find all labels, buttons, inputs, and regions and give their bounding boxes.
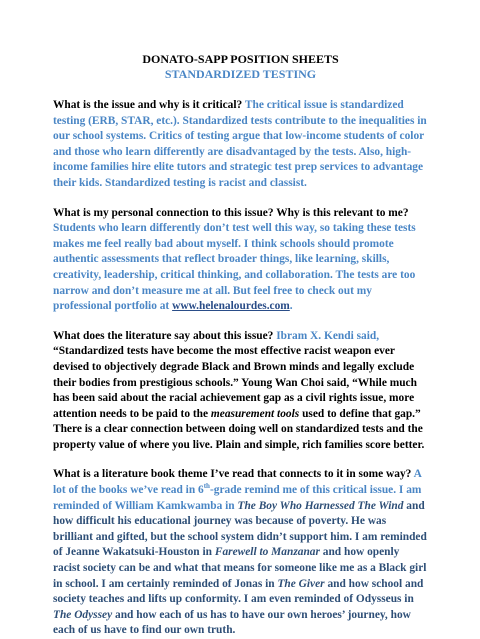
book-answer-3: and how difficult his educational journey was because of poverty. He was brilliant and gifted, but the school system didn’t support him. I am reminded of Jeanne Wakatsuki-Houston in [53,499,427,559]
book-title-odyssey: The Odyssey [53,608,113,621]
document-title: DONATO-SAPP POSITION SHEETS [142,52,339,66]
book-answer-2: -grade remind me of this critical issue. I am reminded of William Kamkwamba in [53,484,422,512]
document-header [53,52,428,82]
literature-quote-1: “Standardized tests have become the most effective racist weapon ever devised to objectively degrade Black and Brown minds and legally exclude their bodies from prestigious schools.” Young Wan Choi said, “While much has been said about the racial achievement gap as a civil rights issue, more attention needs to be paid to the [53,345,417,420]
question-personal: What is my personal connection to this issue? Why is this relevant to me? [53,206,409,219]
book-title-giver: The Giver [277,577,325,590]
section-issue [53,98,428,192]
answer-personal: Students who learn differently don’t test well this way, so taking these tests makes me feel really bad about myself. I think schools should promote authentic assessments that reflect broader things, like learning, skills, creativity, leadership, critical thinking, and collaboration. The tests are too narrow and don’t measure me at all. But feel free to check out my professional portfolio at [53,222,416,313]
section-personal [53,206,428,315]
book-answer-sup: th [203,482,210,491]
question-literature: What does the literature say about this issue? [53,329,274,342]
literature-quote-2: used to define that gap.” There is a clear connection between doing well on standardized tests and the property value of where you live. Plain and simple, rich families score better. [53,407,425,451]
answer-issue: The critical issue is standardized testing (ERB, STAR, etc.). Standardized tests contribute to the inequalities in our school systems. Critics of testing argue that low-income students of color and those who learn differently are disadvantaged by the tests. Also, high-income families hire elite tutors and strategic test prep services to advantage their kids. Standardized testing is racist and classist. [53,99,427,189]
book-answer-1: A lot of the books we’ve read in 6 [53,468,422,497]
answer-personal-end: . [289,300,293,313]
book-answer-4: and how openly racist society can be and what that means for someone like me as a Black girl in school. I am certainly reminded of Jonas in [53,546,427,590]
book-answer-6: and how each of us has to have our own heroes’ journey, how each of us have to find our own truth. [53,608,411,637]
document-subtitle: STANDARDIZED TESTING [164,67,317,81]
question-issue: What is the issue and why is it critical? [53,99,243,111]
book-title-manzanar: Farewell to Manzanar [214,546,320,559]
book-answer-5: and how school and society teaches and lifts up conformity. I am even reminded of Odysseus in [53,577,424,606]
question-book-theme: What is a literature book theme I’ve read that connects to it in some way? [53,468,412,481]
section-book-theme [53,467,428,639]
literature-italic: measurement tools [210,407,300,420]
portfolio-link[interactable]: www.helenalourdes.com [172,300,290,313]
section-literature [53,329,428,454]
literature-intro: Ibram X. Kendi said, [276,329,380,342]
book-title-boy: The Boy Who Harnessed The Wind [237,499,404,512]
